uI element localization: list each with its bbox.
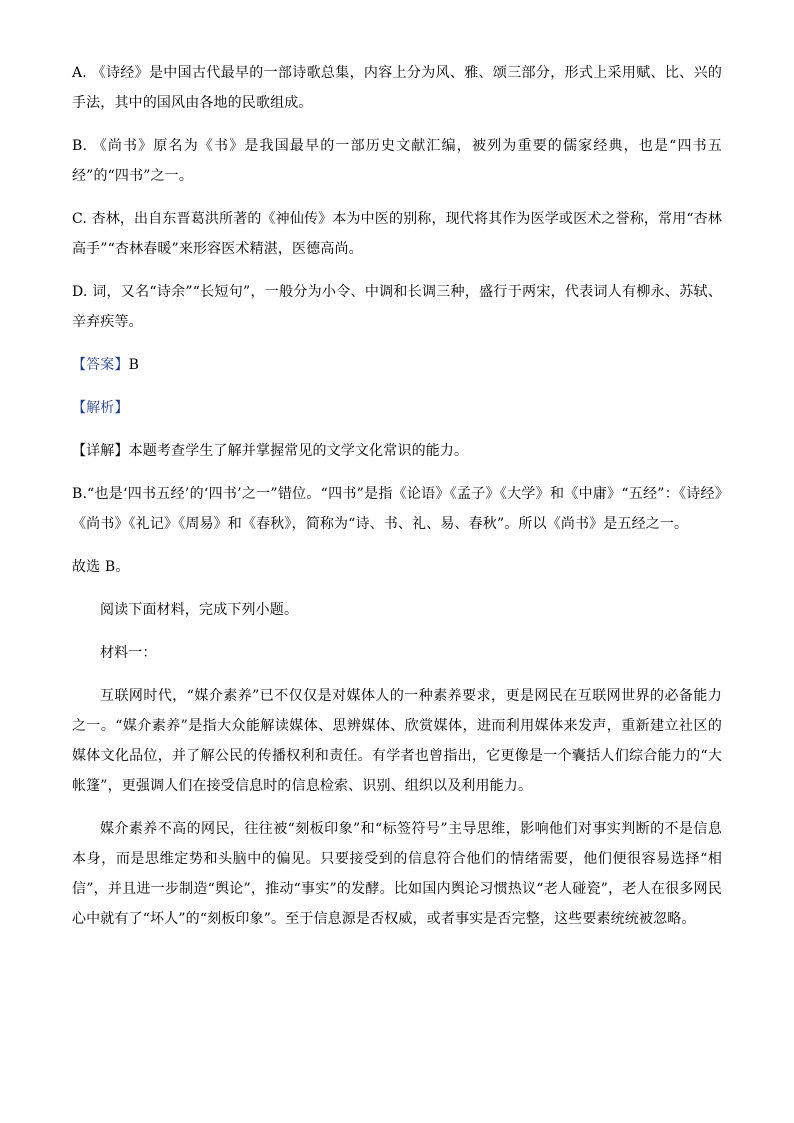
option-d: D. 词，又名“诗余”“长短句”，一般分为小令、中调和长调三种，盛行于两宋，代表词人有柳永、苏轼、辛弃疾等。 (72, 284, 722, 330)
detail-text: 本题考查学生了解并掌握常见的文学文化常识的能力。 (128, 443, 469, 459)
detail-label: 【详解】 (72, 443, 129, 459)
material-paragraph: 互联网时代，“媒介素养”已不仅仅是对媒体人的一种素养要求，更是网民在互联网世界的必备能力之一。“媒介素养”是指大众能解读媒体、思辨媒体、欣赏媒体，进而利用媒体来发声，重新建立社区的媒体文化品位，并了解公民的传播权利和责任。有学者也曾指出，它更像是一个囊括人们综合能力的“大帐篷”，更强调人们在接受信息时的信息检索、识别、组织以及利用能力。 (72, 688, 722, 794)
option-c: C. 杏林，出自东晋葛洪所著的《神仙传》本为中医的别称，现代将其作为医学或医术之誉称，常用“杏林高手”“杏林春暖”来形容医术精湛，医德高尚。 (72, 211, 722, 257)
detail-line (72, 436, 722, 466)
answer-value: B (128, 357, 140, 373)
material-paragraph: 媒介素养不高的网民，往往被“刻板印象”和“标签符号”主导思维，影响他们对事实判断的不是信息本身，而是思维定势和头脑中的偏见。只要接受到的信息符合他们的情绪需要，他们便很容易选择“相信”，并且进一步制造“舆论”，推动“事实”的发酵。比如国内舆论习惯热议“老人碰瓷”，老人在很多网民心中就有了“坏人”的“刻板印象”。至于信息源是否权威，或者事实是否完整，这些要素统统被忽略。 (72, 821, 722, 927)
choice-line: 故选 B。 (72, 559, 130, 575)
option-a: A. 《诗经》是中国古代最早的一部诗歌总集，内容上分为风、雅、颂三部分，形式上采用赋、比、兴的手法，其中的国风由各地的民歌组成。 (72, 65, 722, 111)
instruction-line: 阅读下面材料，完成下列小题。 (100, 602, 299, 618)
analysis-line (72, 393, 722, 423)
material-title: 材料一： (100, 645, 157, 661)
option-b: B. 《尚书》原名为《书》是我国最早的一部历史文献汇编，被列为重要的儒家经典，也是“四书五经”的“四书”之一。 (72, 138, 722, 184)
answer-line (72, 350, 722, 380)
analysis-label: 【解析】 (72, 400, 129, 416)
document-page (72, 58, 722, 934)
answer-label: 【答案】 (72, 357, 129, 373)
explanation-paragraph: B.“也是‘四书五经’的‘四书’之一”错位。“四书”是指《论语》《孟子》《大学》和《中庸》“五经”：《诗经》《尚书》《礼记》《周易》和《春秋》，简称为“诗、书、礼、易、春秋”。所以《尚书》是五经之一。 (72, 486, 722, 532)
